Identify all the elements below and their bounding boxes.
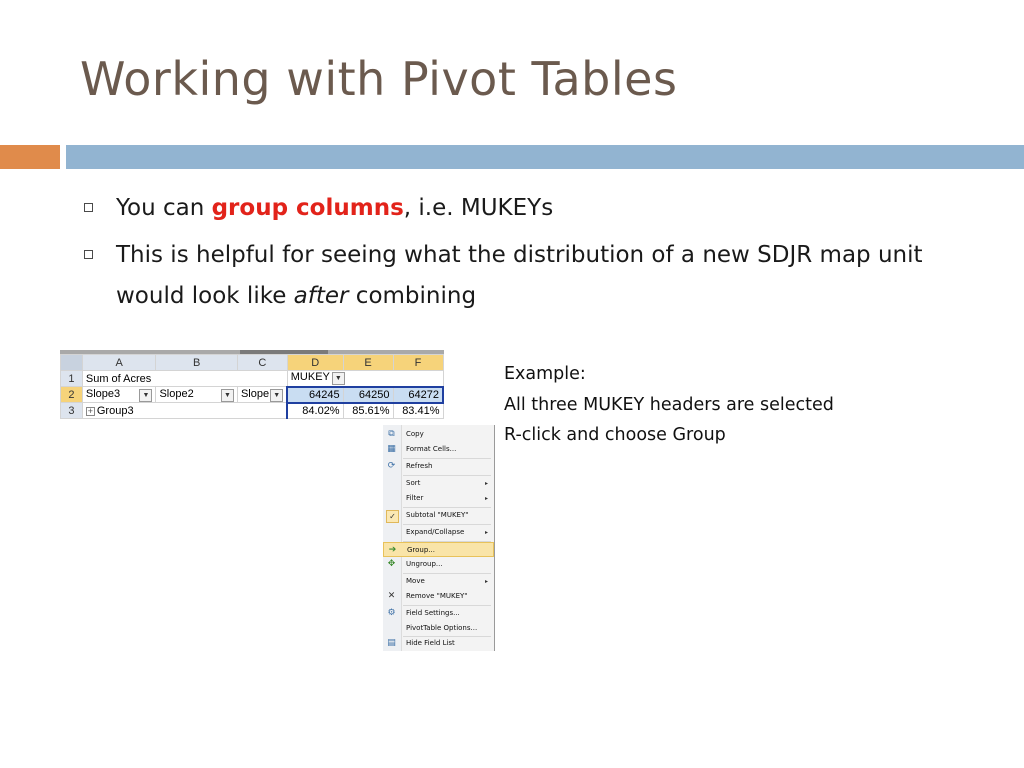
- column-header-f[interactable]: F: [393, 355, 443, 371]
- menu-item-label: Subtotal "MUKEY": [406, 511, 469, 519]
- cell-e3[interactable]: 85.61%: [343, 403, 393, 419]
- example-caption: [504, 359, 924, 451]
- check-icon: ✓: [386, 510, 399, 523]
- context-menu: [383, 425, 495, 651]
- cell-c2[interactable]: [237, 387, 287, 403]
- menu-item-field-settings[interactable]: [383, 606, 494, 621]
- menu-item-label: Refresh: [406, 462, 433, 470]
- menu-item-sort[interactable]: [383, 476, 494, 491]
- submenu-arrow-icon: ▸: [484, 529, 488, 536]
- table-row: [61, 403, 444, 419]
- bullet-square-icon: [84, 250, 93, 259]
- menu-item-remove[interactable]: [383, 589, 494, 604]
- menu-item-label: Field Settings...: [406, 609, 460, 617]
- menu-item-label: Remove "MUKEY": [406, 592, 468, 600]
- bullet-text: combining: [348, 283, 477, 309]
- submenu-arrow-icon: ▸: [484, 495, 488, 502]
- expand-plus-icon[interactable]: +: [87, 405, 93, 416]
- menu-item-label: Hide Field List: [406, 639, 455, 647]
- submenu-arrow-icon: ▸: [484, 578, 488, 585]
- menu-item-label: Sort: [406, 479, 421, 487]
- menu-item-label: Expand/Collapse: [406, 528, 465, 536]
- menu-item-label: Move: [406, 577, 425, 585]
- menu-item-label: Copy: [406, 430, 424, 438]
- column-header-row: [61, 355, 444, 371]
- bullet-item: [80, 235, 960, 317]
- cell-d1[interactable]: [287, 371, 443, 387]
- filter-dropdown-icon[interactable]: ▼: [332, 372, 345, 385]
- bullet-square-icon: [84, 203, 93, 212]
- pivot-table-screenshot: [60, 350, 444, 428]
- row-header[interactable]: 2: [61, 387, 83, 403]
- accent-bar-blue: [66, 145, 1024, 169]
- cell-text: Slope: [240, 387, 270, 400]
- bullet-text: This is helpful for seeing what the distribution of a new SDJR map unit would look like: [116, 242, 923, 309]
- cell-f3[interactable]: 83.41%: [393, 403, 443, 419]
- menu-item-ungroup[interactable]: [383, 557, 494, 572]
- bullet-text: , i.e. MUKEYs: [403, 195, 554, 221]
- cell-a3[interactable]: [82, 403, 287, 419]
- menu-item-label: Group...: [407, 546, 435, 554]
- menu-item-refresh[interactable]: [383, 459, 494, 474]
- dropdown-arrow-icon[interactable]: ▼: [139, 389, 152, 402]
- menu-item-hide-field-list[interactable]: [383, 636, 494, 651]
- column-header-c[interactable]: C: [237, 355, 287, 371]
- cell-d2[interactable]: 64245: [287, 387, 343, 403]
- copy-icon: ⧉: [388, 429, 395, 439]
- bullet-text: You can: [116, 195, 212, 221]
- format-cells-icon: ▦: [387, 444, 396, 454]
- example-line: All three MUKEY headers are selected: [504, 394, 834, 415]
- cell-text: Slope2: [159, 387, 194, 400]
- remove-icon: ✕: [387, 591, 396, 601]
- column-header-b[interactable]: B: [156, 355, 237, 371]
- cell-text: Group3: [96, 404, 134, 417]
- column-header-a[interactable]: A: [82, 355, 156, 371]
- pivot-field-label: MUKEY: [290, 371, 330, 384]
- ungroup-icon: ✥: [387, 559, 396, 569]
- field-list-icon: ▤: [387, 638, 396, 648]
- row-header[interactable]: 1: [61, 371, 83, 387]
- cell-a1[interactable]: Sum of Acres: [82, 371, 287, 387]
- menu-item-subtotal[interactable]: [383, 508, 494, 523]
- menu-item-label: PivotTable Options...: [406, 624, 478, 632]
- dropdown-arrow-icon[interactable]: ▼: [221, 389, 234, 402]
- slide-title: Working with Pivot Tables: [80, 52, 678, 106]
- menu-item-move[interactable]: [383, 574, 494, 589]
- row-header[interactable]: 3: [61, 403, 83, 419]
- example-line: R-click and choose Group: [504, 425, 726, 445]
- menu-item-format-cells[interactable]: [383, 442, 494, 457]
- menu-item-label: Format Cells...: [406, 445, 457, 453]
- menu-item-group[interactable]: [383, 542, 494, 557]
- menu-item-expand-collapse[interactable]: [383, 525, 494, 540]
- cell-d3[interactable]: 84.02%: [287, 403, 343, 419]
- cell-f2[interactable]: 64272: [393, 387, 443, 403]
- menu-item-copy[interactable]: [383, 427, 494, 442]
- column-header-d[interactable]: D: [287, 355, 343, 371]
- accent-bar-orange: [0, 145, 60, 169]
- menu-item-label: Ungroup...: [406, 560, 443, 568]
- table-row: [61, 371, 444, 387]
- bullet-highlight: group columns: [211, 195, 404, 221]
- group-icon: ➔: [388, 545, 397, 555]
- menu-item-filter[interactable]: [383, 491, 494, 506]
- cell-e2[interactable]: 64250: [343, 387, 393, 403]
- cell-a2[interactable]: [82, 387, 156, 403]
- refresh-icon: ⟳: [387, 461, 396, 471]
- example-line: Example:: [504, 364, 586, 384]
- bullet-item: [80, 188, 960, 229]
- dropdown-arrow-icon[interactable]: ▼: [270, 389, 283, 402]
- bullet-list: [80, 188, 960, 323]
- column-header-e[interactable]: E: [343, 355, 393, 371]
- field-settings-icon: ⚙: [387, 608, 396, 618]
- cell-b2[interactable]: [156, 387, 237, 403]
- menu-item-pivottable-options[interactable]: [383, 621, 494, 636]
- bullet-emphasis: after: [293, 283, 349, 309]
- submenu-arrow-icon: ▸: [484, 480, 488, 487]
- select-all-corner[interactable]: [61, 355, 83, 371]
- menu-item-label: Filter: [406, 494, 424, 502]
- table-row: [61, 387, 444, 403]
- pivot-grid: [60, 354, 444, 419]
- cell-text: Slope3: [85, 387, 121, 400]
